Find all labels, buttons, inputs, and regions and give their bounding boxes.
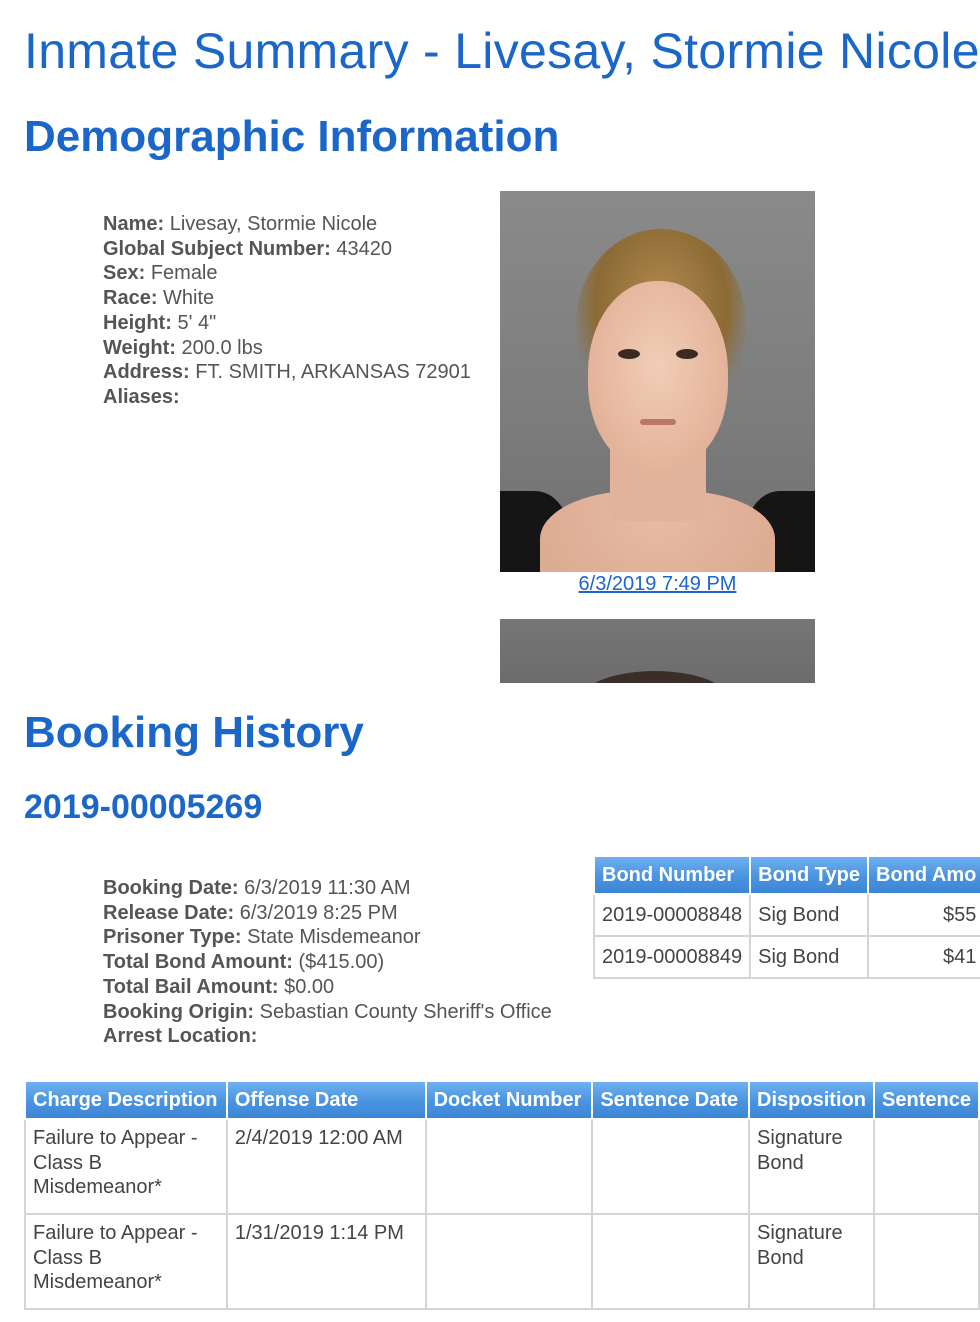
- name-row: Name: Livesay, Stormie Nicole: [103, 213, 378, 235]
- photo-shape: [580, 671, 730, 683]
- table-row: [25, 1119, 979, 1214]
- docket-number-header[interactable]: Docket Number: [426, 1081, 593, 1119]
- booking-origin-row: Booking Origin: Sebastian County Sheriff's Office: [103, 1000, 552, 1023]
- charge-description-cell: Failure to Appear - Class B Misdemeanor*: [25, 1119, 227, 1214]
- sex-row: Sex: Female: [103, 262, 218, 285]
- sentence-cell: [874, 1214, 979, 1309]
- bond-table-header-row: [594, 856, 980, 894]
- prisoner-type-row: Prisoner Type: State Misdemeanor: [103, 926, 421, 949]
- global-subject-number-row: Global Subject Number: 43420: [103, 237, 392, 260]
- charges-table: [24, 1080, 980, 1310]
- disposition-cell: Signature Bond: [749, 1119, 874, 1214]
- offense-date-header[interactable]: Offense Date: [227, 1081, 426, 1119]
- weight-row: Weight: 200.0 lbs: [103, 336, 263, 359]
- bond-type-cell: Sig Bond: [750, 894, 868, 936]
- photo-shape: [676, 349, 698, 359]
- bond-amount-cell: $55: [868, 894, 980, 936]
- total-bond-amount-row: Total Bond Amount: ($415.00): [103, 951, 385, 974]
- photo-shape: [618, 349, 640, 359]
- offense-date-cell: 1/31/2019 1:14 PM: [227, 1214, 426, 1309]
- page-title: Inmate Summary - Livesay, Stormie Nicole: [24, 23, 980, 79]
- table-row: [25, 1214, 979, 1309]
- disposition-header[interactable]: Disposition: [749, 1081, 874, 1119]
- bond-type-cell: Sig Bond: [750, 936, 868, 978]
- arrest-location-row: Arrest Location:: [103, 1025, 258, 1048]
- photo-shape: [640, 419, 676, 425]
- sentence-date-cell: [592, 1214, 749, 1309]
- bond-table: [593, 855, 980, 979]
- booking-details-list: [103, 876, 552, 1049]
- charges-table-header-row: [25, 1081, 979, 1119]
- second-mugshot-photo[interactable]: [500, 619, 815, 683]
- total-bail-amount-row: Total Bail Amount: $0.00: [103, 975, 335, 998]
- disposition-cell: Signature Bond: [749, 1214, 874, 1309]
- bond-number-header[interactable]: Bond Number: [594, 856, 750, 894]
- photo-date-link[interactable]: 6/3/2019 7:49 PM: [578, 573, 737, 595]
- bond-type-header[interactable]: Bond Type: [750, 856, 868, 894]
- height-row: Height: 5' 4": [103, 311, 217, 334]
- bond-number-cell: 2019-00008849: [594, 936, 750, 978]
- demographics-list: [103, 212, 471, 410]
- sentence-date-cell: [592, 1119, 749, 1214]
- photo-shape: [588, 281, 728, 471]
- booking-history-heading: Booking History: [24, 708, 364, 757]
- bond-amount-header[interactable]: Bond Amo: [868, 856, 980, 894]
- demographics-heading: Demographic Information: [24, 112, 560, 161]
- docket-number-cell: [426, 1214, 593, 1309]
- race-row: Race: White: [103, 287, 215, 310]
- booking-number: 2019-00005269: [24, 788, 263, 826]
- table-row: [594, 936, 980, 978]
- address-row: Address: FT. SMITH, ARKANSAS 72901: [103, 361, 471, 384]
- sentence-date-header[interactable]: Sentence Date: [592, 1081, 749, 1119]
- mugshot-photo[interactable]: [500, 191, 815, 572]
- bond-amount-cell: $41: [868, 936, 980, 978]
- sentence-cell: [874, 1119, 979, 1214]
- docket-number-cell: [426, 1119, 593, 1214]
- charge-description-header[interactable]: Charge Description: [25, 1081, 227, 1119]
- release-date-row: Release Date: 6/3/2019 8:25 PM: [103, 901, 398, 924]
- aliases-row: Aliases:: [103, 385, 180, 408]
- bond-number-cell: 2019-00008848: [594, 894, 750, 936]
- table-row: [594, 894, 980, 936]
- booking-date-row: Booking Date: 6/3/2019 11:30 AM: [103, 877, 411, 899]
- offense-date-cell: 2/4/2019 12:00 AM: [227, 1119, 426, 1214]
- charge-description-cell: Failure to Appear - Class B Misdemeanor*: [25, 1214, 227, 1309]
- sentence-header[interactable]: Sentence: [874, 1081, 979, 1119]
